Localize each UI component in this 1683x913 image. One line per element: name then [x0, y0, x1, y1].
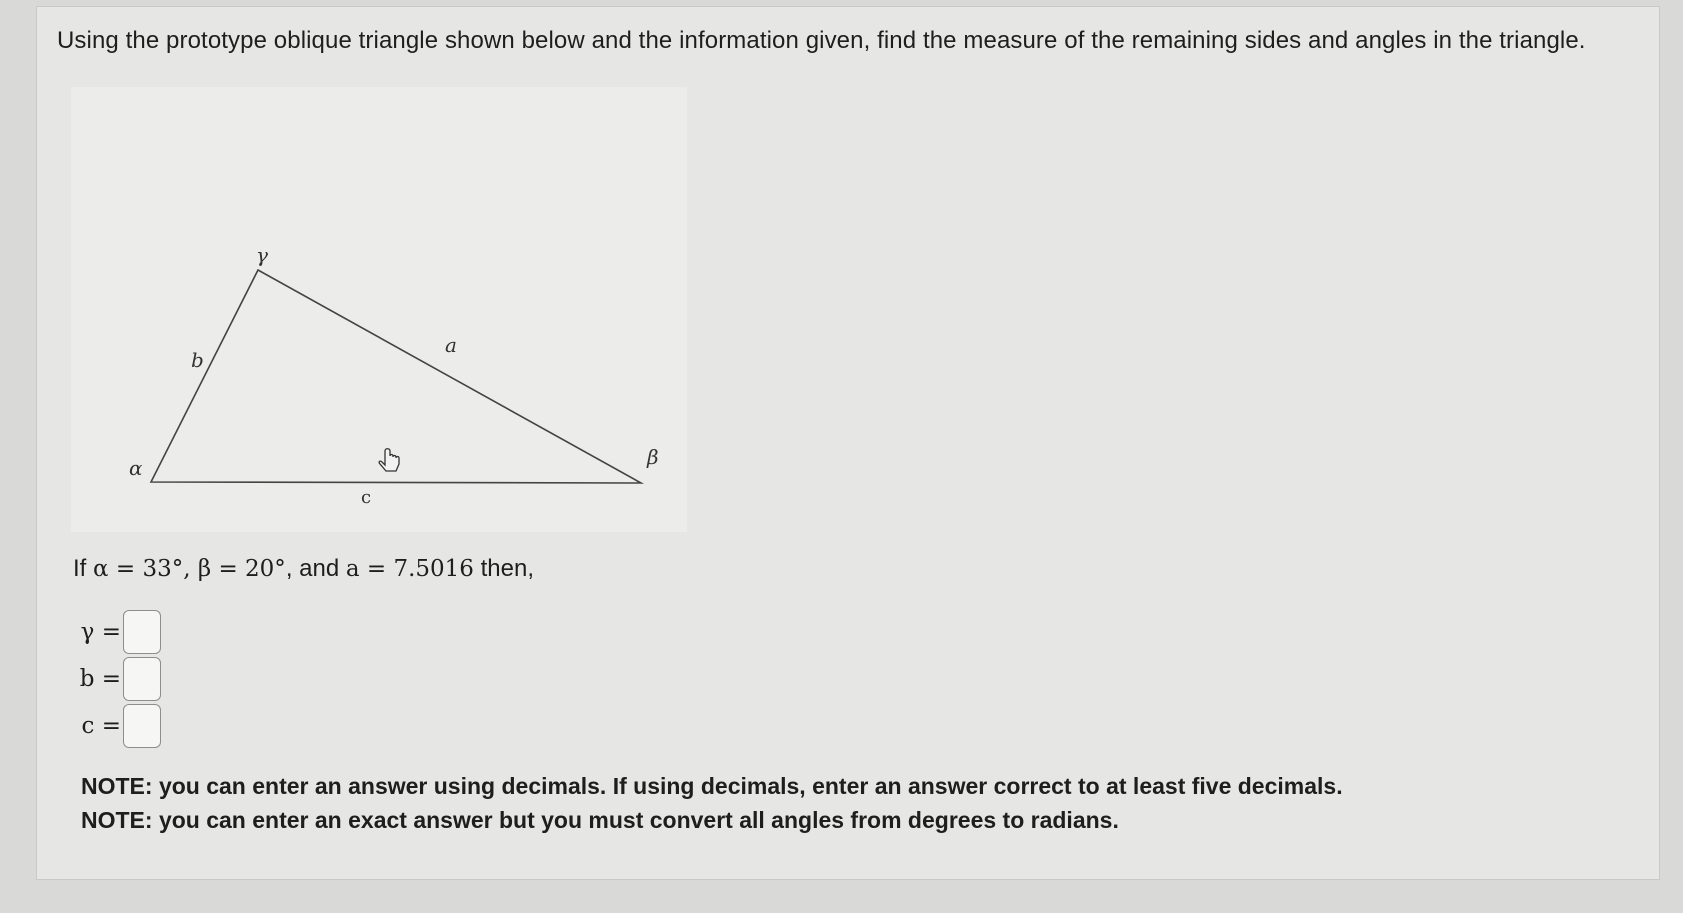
answer-row-c: [73, 704, 161, 748]
triangle-diagram: [71, 87, 687, 532]
side-a-label: a: [445, 333, 457, 357]
gamma-answer-input[interactable]: [123, 610, 161, 654]
gamma-vertex-label: γ: [256, 243, 268, 267]
answer-label-b: b =: [79, 666, 121, 692]
c-answer-input[interactable]: [123, 704, 161, 748]
triangle-figure: [71, 87, 687, 532]
triangle-shape: [151, 270, 641, 483]
side-c-label: c: [361, 487, 372, 508]
given-comma: ,: [183, 556, 198, 582]
alpha-vertex-label: α: [129, 456, 143, 480]
given-values: [73, 555, 534, 583]
hand-cursor-icon: [379, 449, 399, 471]
question-prompt: Using the prototype oblique triangle shown below and the information given, find the measure of the remaining sides and angles in the triangle.: [57, 27, 1586, 54]
given-a: a = 7.5016: [345, 556, 474, 582]
given-suffix: then,: [473, 555, 534, 582]
side-b-label: b: [191, 348, 204, 372]
beta-vertex-label: β: [647, 445, 659, 469]
answer-label-c: c =: [81, 713, 121, 739]
note-decimals: NOTE: you can enter an answer using decimals. If using decimals, enter an answer correct to at least five decimals.: [81, 773, 1343, 799]
given-prefix: If: [73, 555, 94, 582]
note-radians: NOTE: you can enter an exact answer but you must convert all angles from degrees to radians.: [81, 807, 1119, 833]
answer-label-gamma: γ =: [80, 619, 121, 645]
given-alpha: α = 33°: [93, 556, 184, 582]
answer-row-b: [73, 657, 161, 701]
b-answer-input[interactable]: [123, 657, 161, 701]
given-beta: β = 20°: [197, 556, 286, 582]
given-and: , and: [285, 555, 346, 582]
answer-row-gamma: [73, 610, 161, 654]
question-panel: [36, 6, 1660, 880]
